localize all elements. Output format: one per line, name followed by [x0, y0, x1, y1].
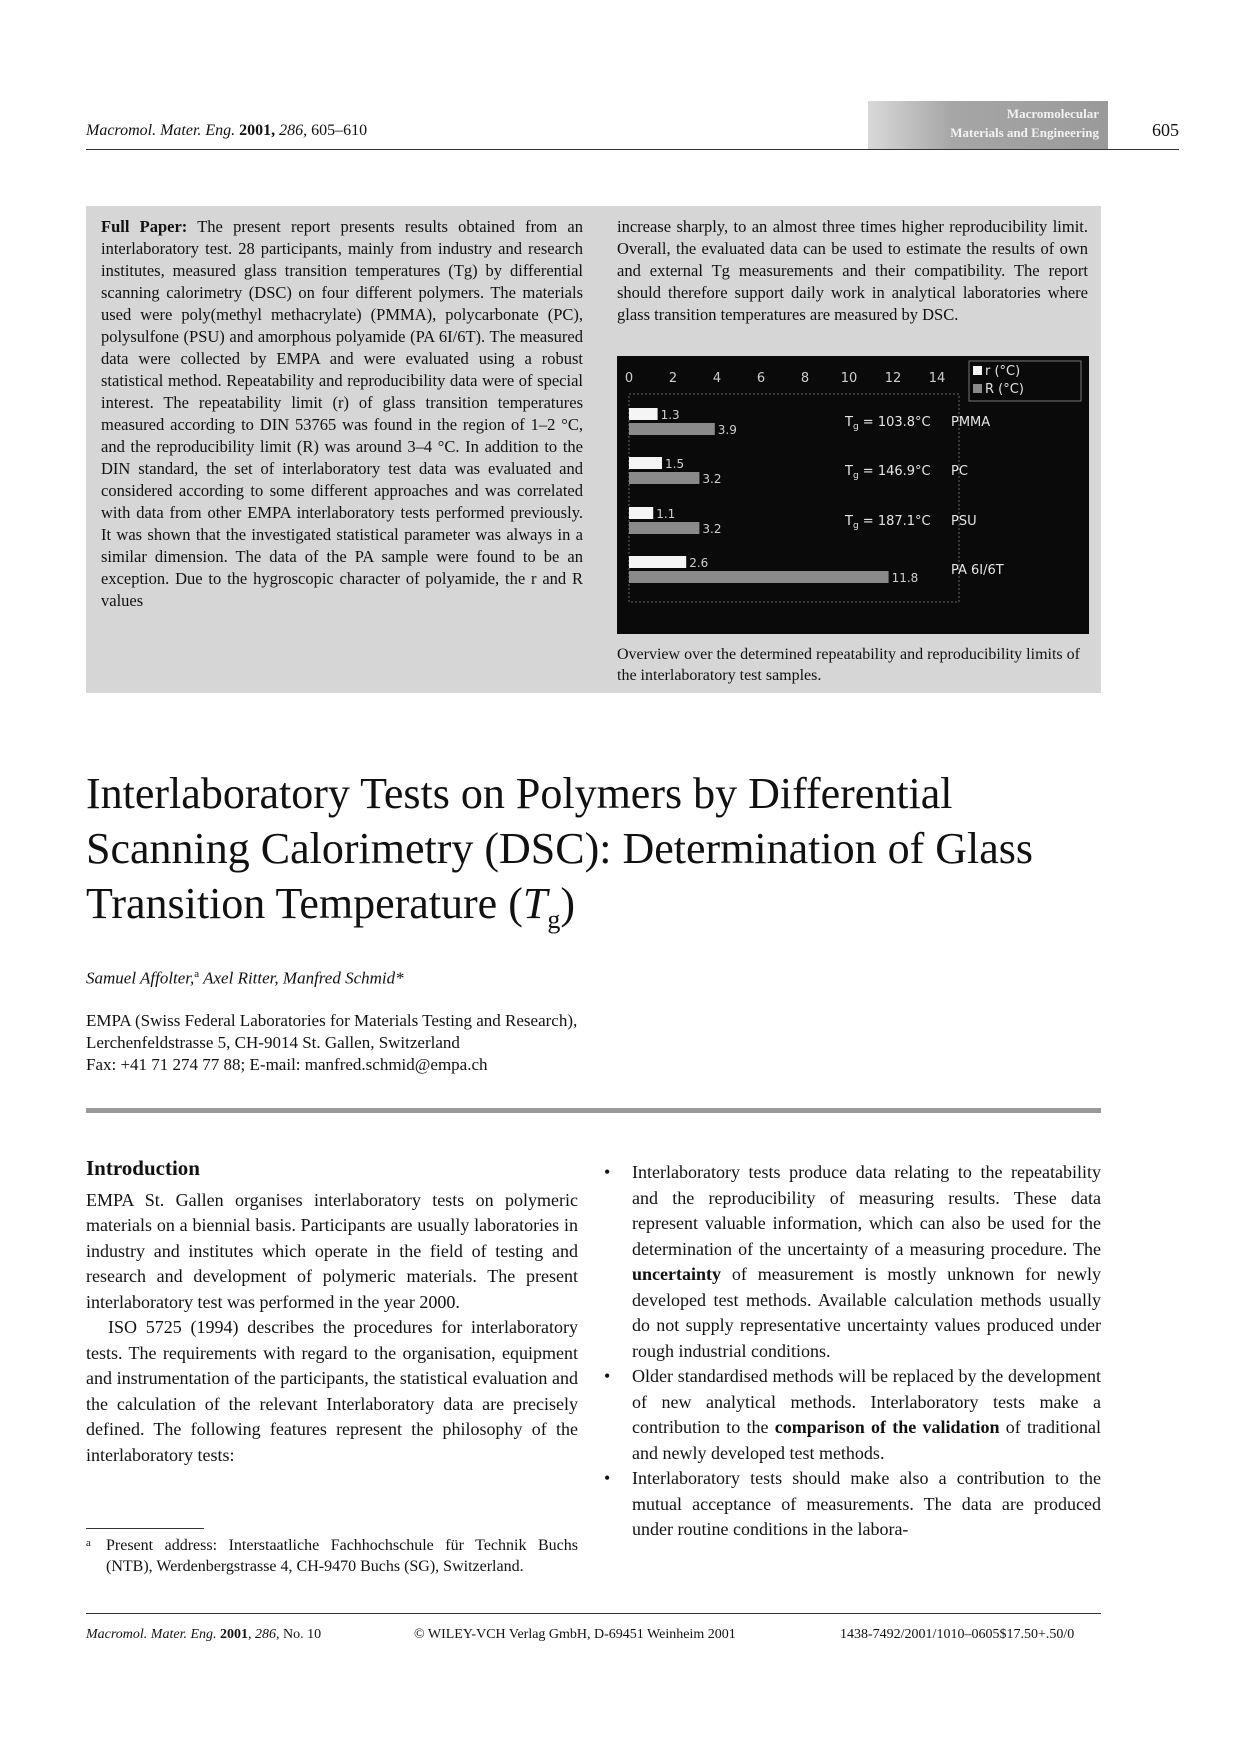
chart-caption: Overview over the determined repeatability and reproducibility limits of the interlaboratory test samples.	[617, 646, 1080, 684]
abstract-right-text: increase sharply, to an almost three times higher reproducibility limit. Overall, the evaluated data can be used to estimate the results of own and external Tg measurements and their compatibility. The report should therefore support daily work in analytical laboratories where glass transition temperatures are measured by DSC.	[617, 217, 1088, 324]
header-volume: 286,	[279, 122, 308, 139]
intro-heading: Introduction	[86, 1156, 200, 1180]
header-year: 2001,	[239, 122, 276, 139]
bullet-1-bold: uncertainty	[632, 1264, 721, 1284]
title-subscript: g	[547, 904, 561, 934]
bar-r-label: 1.1	[656, 507, 676, 521]
tg-label: $T_g = 103.8^\circ C$	[845, 415, 931, 432]
legend-label: r (°C)	[985, 364, 1021, 379]
bar-r-1	[629, 457, 662, 469]
legend-swatch-1	[973, 384, 982, 393]
list-item	[604, 1364, 1101, 1466]
bar-R-0	[629, 423, 715, 435]
affiliation	[86, 1010, 577, 1076]
bullet-icon: •	[604, 1468, 611, 1488]
footer-journal: Macromol. Mater. Eng.	[86, 1627, 217, 1642]
x-tick-label: 14	[928, 371, 946, 386]
bar-R-label: 3.2	[702, 472, 722, 486]
bar-r-3	[629, 556, 686, 568]
page-number: 605	[1152, 120, 1179, 140]
header-pages: 605–610	[311, 122, 368, 139]
bullet-1-text: Interlaboratory tests produce data relating to the repeatability and the reproducibility of measuring results. These data represent valuable information, which can also be used for the determination of the uncertainty of a measuring procedure. The	[632, 1162, 1101, 1259]
x-tick-label: 10	[840, 371, 858, 386]
footnote	[86, 1535, 578, 1577]
bar-r-label: 1.5	[665, 457, 685, 471]
footnote-text: Present address: Interstaatliche Fachhochschule für Technik Buchs (NTB), Werdenbergstrasse 4, CH-9470 Buchs (SG), Switzerland.	[106, 1537, 578, 1575]
bullet-2-bold: comparison of the validation	[774, 1417, 1000, 1437]
limits-chart	[617, 356, 1089, 634]
x-tick-label: 0	[624, 371, 634, 386]
intro-paragraph-1: EMPA St. Gallen organises interlaboratory tests on polymeric materials on a biennial basis. Participants are usually laboratories in industry and institutes which operate in the field of testing and research and development of polymeric materials. The present interlaboratory test was performed in the year 2000.	[86, 1189, 578, 1312]
x-tick-label: 4	[712, 371, 722, 386]
bullet-3-text: Interlaboratory tests should make also a contribution to the mutual acceptance of measurements. The data are produced under routine conditions in the labora-	[632, 1468, 1101, 1539]
bar-R-label: 3.9	[717, 423, 737, 437]
x-tick-label: 12	[884, 371, 902, 386]
abstract-left-column	[101, 216, 583, 612]
category-label: PC	[951, 464, 968, 479]
author-1: Samuel Affolter,	[86, 968, 195, 988]
abstract-left-text: The present report presents results obtained from an interlaboratory test. 28 participants, mainly from industry and research institutes, measured glass transition temperatures (Tg) by differential scanning calorimetry (DSC) on four different polymers. The materials used were poly(methyl methacrylate) (PMMA), polycarbonate (PC), polysulfone (PSU) and amorphous polyamide (PA 6I/6T). The measured data were collected by EMPA and were evaluated using a robust statistical method. Repeatability and reproducibility data were of special interest. The repeatability limit (r) of glass transition temperatures measured according to DIN 53765 was found in the region of 1–2 °C, and the reproducibility limit (R) was around 3–4 °C. In addition to the DIN standard, the set of interlaboratory test data was evaluated and considered according to some different approaches and was correlated with data from other EMPA interlaboratory tests performed previously. It was shown that the investigated statistical parameter was always in a similar dimension. The data of the PA sample were found to be an exception. Due to the hygroscopic character of polyamide, the r and R values	[101, 217, 584, 610]
affiliation-line1: EMPA (Swiss Federal Laboratories for Materials Testing and Research),	[86, 1011, 578, 1030]
footer-rule	[86, 1613, 1101, 1614]
bar-r-label: 2.6	[689, 556, 709, 570]
footer-volume: 286	[255, 1627, 277, 1642]
x-tick-label: 2	[668, 371, 678, 386]
list-item	[604, 1466, 1101, 1543]
journal-logo	[868, 101, 1108, 149]
bar-r-2	[629, 507, 653, 519]
legend-swatch-0	[973, 366, 982, 375]
title-line1: Interlaboratory Tests on Polymers by Differential	[86, 769, 953, 818]
footer-citation: Macromol. Mater. Eng. 2001, 286, No. 10	[86, 1627, 322, 1642]
bullet-2-text-end: of traditional and newly developed test methods.	[632, 1417, 1101, 1463]
title-line3-suffix: )	[560, 879, 575, 928]
limits-chart-svg	[617, 356, 1089, 634]
category-label: PA 6I/6T	[951, 563, 1004, 578]
intro-paragraph-2: ISO 5725 (1994) describes the procedures for interlaboratory tests. The requirements with regard to the organisation, equipment and instrumentation of the participants, the statistical evaluation and the calculation of the relevant Interlaboratory data are precisely defined. The following features represent the philosophy of the interlaboratory tests:	[86, 1317, 578, 1465]
bullet-icon: •	[604, 1366, 611, 1386]
list-item	[604, 1160, 1101, 1364]
body-left-column	[86, 1156, 578, 1468]
bar-R-3	[629, 571, 889, 583]
category-label: PMMA	[951, 415, 991, 430]
header-rule	[86, 149, 1179, 150]
bullet-2-text: Older standardised methods will be replaced by the development of new analytical methods. Interlaboratory tests make a contribution to the	[632, 1366, 1101, 1437]
article-title	[86, 766, 1126, 947]
footnote-mark: a	[86, 1537, 91, 1549]
bar-R-label: 11.8	[891, 571, 919, 585]
features-list	[604, 1160, 1101, 1543]
header-citation	[86, 122, 367, 140]
bar-r-0	[629, 408, 658, 420]
affiliation-line3: Fax: +41 71 274 77 88; E-mail: manfred.schmid@empa.ch	[86, 1055, 488, 1074]
bullet-1-text-end: of measurement is mostly unknown for newly developed test methods. Available calculation methods usually do not supply representative uncertainty values produced under rough industrial conditions.	[632, 1264, 1101, 1361]
running-header	[86, 101, 1179, 153]
tg-label: $T_g = 187.1^\circ C$	[845, 514, 931, 531]
x-tick-label: 6	[756, 371, 766, 386]
title-symbol: T	[522, 879, 548, 928]
title-line3-prefix: Transition Temperature (	[86, 879, 523, 928]
abstract-label: Full Paper:	[101, 217, 188, 236]
abstract-box	[86, 206, 1101, 693]
footnote-rule	[86, 1528, 204, 1529]
affiliation-line2: Lerchenfeldstrasse 5, CH-9014 St. Gallen, Switzerland	[86, 1033, 460, 1052]
legend-label: R (°C)	[985, 382, 1024, 397]
bar-R-2	[629, 522, 699, 534]
bar-R-label: 3.2	[702, 522, 722, 536]
author-others: Axel Ritter, Manfred Schmid*	[199, 968, 404, 988]
bar-r-label: 1.3	[660, 408, 680, 422]
tg-label: $T_g = 146.9^\circ C$	[845, 464, 931, 481]
x-tick-label: 8	[800, 371, 810, 386]
footer-year: 2001	[220, 1627, 249, 1642]
abstract-right-column	[617, 216, 1088, 326]
bar-R-1	[629, 472, 699, 484]
logo-line2: Materials and Engineering	[950, 125, 1099, 140]
title-line2: Scanning Calorimetry (DSC): Determination of Glass	[86, 824, 1034, 873]
body-right-column	[604, 1160, 1101, 1543]
logo-line1: Macromolecular	[1006, 106, 1099, 121]
footer-publisher: © WILEY-VCH Verlag GmbH, D-69451 Weinheim 2001	[414, 1627, 736, 1642]
author-1-mark: a	[194, 968, 200, 980]
author-list	[86, 968, 404, 989]
bullet-icon: •	[604, 1162, 611, 1182]
footer-issue: , No. 10	[276, 1627, 322, 1642]
footer-code: 1438-7492/2001/1010–0605$17.50+.50/0	[840, 1627, 1075, 1642]
section-divider	[86, 1108, 1101, 1113]
header-journal: Macromol. Mater. Eng.	[86, 122, 236, 139]
category-label: PSU	[951, 514, 977, 529]
